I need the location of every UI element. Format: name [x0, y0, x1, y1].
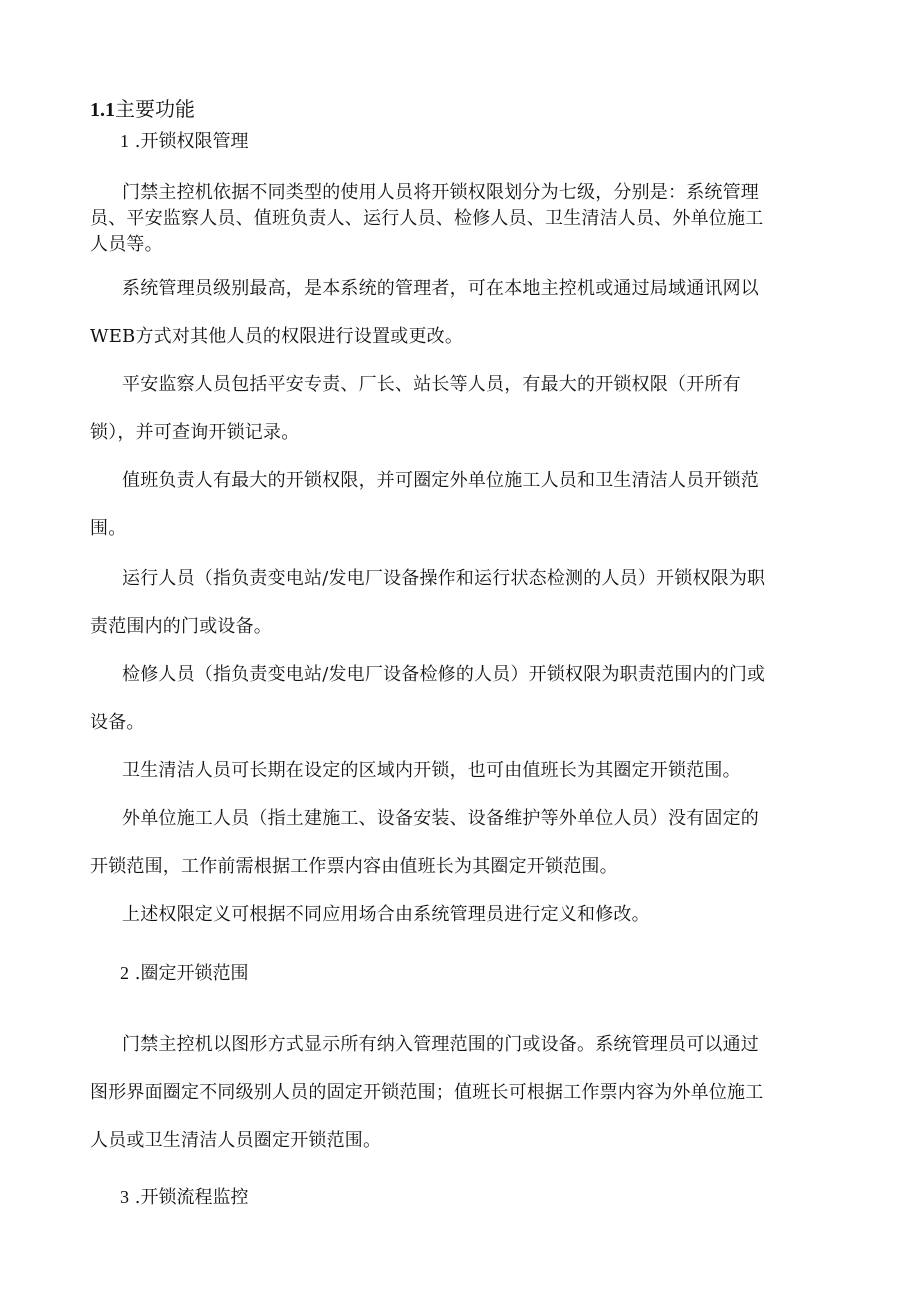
section-heading	[90, 97, 195, 122]
paragraph-8-line-1: 外单位施工人员（指土建施工、设备安装、设备维护等外单位人员）没有固定的	[122, 808, 759, 829]
paragraph-3-line-2: 锁），并可查询开锁记录。	[90, 422, 300, 443]
paragraph-10-line-3: 人员或卫生清洁人员圈定开锁范围。	[90, 1130, 382, 1151]
paragraph-4-line-1: 值班负责人有最大的开锁权限，并可圈定外单位施工人员和卫生清洁人员开锁范	[122, 470, 759, 491]
paragraph-3-line-1: 平安监察人员包括平安专责、厂长、站长等人员，有最大的开锁权限（开所有	[122, 374, 741, 395]
subheading-2-title: .圈定开锁范围	[134, 963, 249, 984]
paragraph-8-line-2: 开锁范围，工作前需根据工作票内容由值班长为其圈定开锁范围。	[90, 856, 618, 877]
section-number: 1.1	[90, 99, 115, 121]
paragraph-6-line-1: 检修人员（指负责变电站/发电厂设备检修的人员）开锁权限为职责范围内的门或	[122, 664, 766, 685]
subheading-1-title: .开锁权限管理	[134, 131, 249, 152]
paragraph-10-line-2: 图形界面圈定不同级别人员的固定开锁范围；值班长可根据工作票内容为外单位施工	[90, 1082, 764, 1103]
paragraph-9-line-1: 上述权限定义可根据不同应用场合由系统管理员进行定义和修改。	[122, 904, 650, 925]
paragraph-2-line-1: 系统管理员级别最高，是本系统的管理者，可在本地主控机或通过局域通讯网以	[122, 278, 759, 299]
subheading-3-title: .开锁流程监控	[134, 1187, 249, 1208]
subheading-1	[120, 130, 248, 153]
subheading-3-index: 3	[120, 1187, 129, 1207]
paragraph-1-line-2: 员、平安监察人员、值班负责人、运行人员、检修人员、卫生清洁人员、外单位施工	[90, 208, 764, 229]
paragraph-2-line-2: WEB方式对其他人员的权限进行设置或更改。	[90, 326, 464, 347]
section-title: 主要功能	[115, 97, 195, 121]
paragraph-4-line-2: 围。	[90, 518, 127, 539]
subheading-2	[120, 962, 248, 985]
paragraph-5-line-1: 运行人员（指负责变电站/发电厂设备操作和运行状态检测的人员）开锁权限为职	[122, 568, 766, 589]
paragraph-7-line-1: 卫生清洁人员可长期在设定的区域内开锁，也可由值班长为其圈定开锁范围。	[122, 760, 741, 781]
paragraph-6-line-2: 设备。	[90, 712, 145, 733]
subheading-2-index: 2	[120, 963, 129, 983]
subheading-3	[120, 1186, 248, 1209]
subheading-1-index: 1	[120, 131, 129, 151]
paragraph-1-line-3: 人员等。	[90, 234, 163, 255]
paragraph-10-line-1: 门禁主控机以图形方式显示所有纳入管理范围的门或设备。系统管理员可以通过	[122, 1034, 759, 1055]
paragraph-1-line-1: 门禁主控机依据不同类型的使用人员将开锁权限划分为七级，分别是：系统管理	[122, 182, 759, 203]
paragraph-5-line-2: 责范围内的门或设备。	[90, 616, 272, 637]
